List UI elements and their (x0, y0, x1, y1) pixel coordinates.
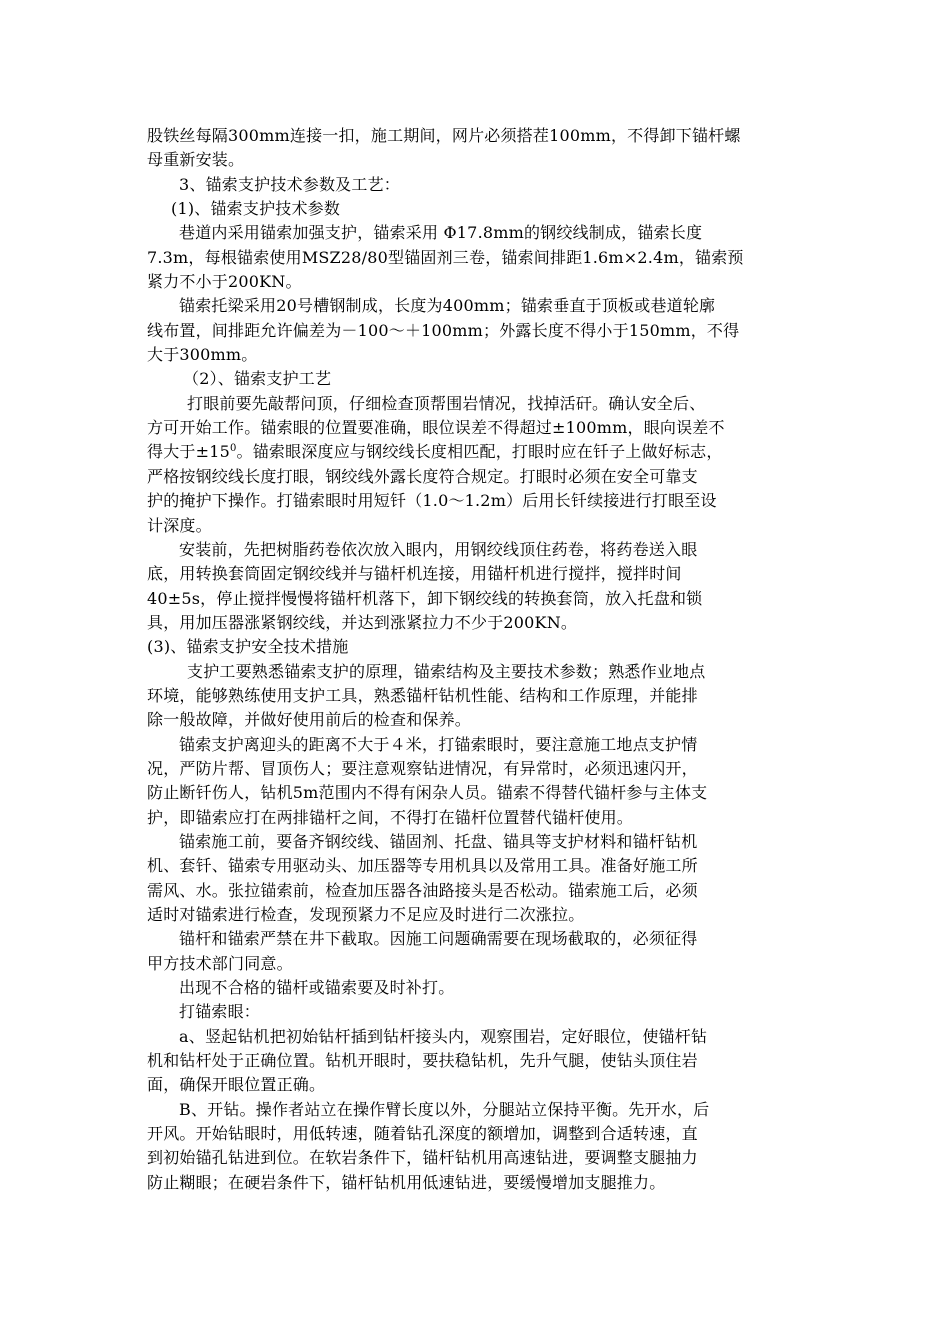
paragraph-line: 锚索施工前，要备齐钢绞线、锚固剂、托盘、锚具等支护材料和锚杆钻机 (179, 831, 698, 851)
paragraph-line: 40±5s，停止搅拌慢慢将锚杆机落下，卸下钢绞线的转换套筒，放入托盘和锁 (147, 588, 703, 608)
paragraph-line: a、竖起钻机把初始钻杆插到钻杆接头内，观察围岩，定好眼位，使锚杆钻 (179, 1026, 708, 1046)
paragraph-line: 机和钻杆处于正确位置。钻机开眼时，要扶稳钻机，先升气腿，使钻头顶住岩 (147, 1051, 698, 1071)
paragraph-line: 锚索支护离迎头的距离不大于４米，打锚索眼时，要注意施工地点支护情 (179, 734, 698, 754)
degree-superscript: 0 (229, 443, 237, 455)
section-heading: 3、锚索支护技术参数及工艺： (179, 174, 400, 194)
paragraph-line: 巷道内采用锚索加强支护，锚索采用 Φ17.8mm的钢绞线制成，锚索长度 (179, 223, 703, 243)
subsection-heading: (1)、锚索支护技术参数 (171, 199, 341, 219)
paragraph-line: 除一般故障，并做好使用前后的检查和保养。 (147, 710, 472, 730)
paragraph-line (147, 440, 827, 464)
paragraph-line: 7.3m，每根锚索使用MSZ28/80型锚固剂三卷，锚索间排距1.6m×2.4m，锚索预 (147, 247, 744, 267)
paragraph-line: 面，确保开眼位置正确。 (147, 1075, 326, 1095)
paragraph-line: 到初始锚孔钻进到位。在软岩条件下，锚杆钻机用高速钻进，要调整支腿抽力 (147, 1148, 698, 1168)
paragraph-line: 支护工要熟悉锚索支护的原理，锚索结构及主要技术参数；熟悉作业地点 (187, 661, 706, 681)
paragraph-line: 防止糊眼；在硬岩条件下，锚杆钻机用低速钻进，要缓慢增加支腿推力。 (147, 1172, 666, 1192)
paragraph-line: 护，即锚索应打在两排锚杆之间，不得打在锚杆位置替代锚杆使用。 (147, 807, 634, 827)
degree-value: 得大于±15 (147, 442, 230, 462)
paragraph-line: 开风。开始钻眼时，用低转速，随着钻孔深度的额增加，调整到合适转速，直 (147, 1124, 698, 1144)
paragraph-line: 严格按钢绞线长度打眼，钢绞线外露长度符合规定。打眼时必须在安全可靠支 (147, 466, 698, 486)
paragraph-line: 甲方技术部门同意。 (147, 953, 293, 973)
paragraph-line: B、开钻。操作者站立在操作臂长度以外，分腿站立保持平衡。先开水，后 (179, 1099, 710, 1119)
paragraph-line: 况，严防片帮、冒顶伤人；要注意观察钻进情况，有异常时，必须迅速闪开， (147, 758, 698, 778)
paragraph-line: 线布置，间排距允许偏差为－100～＋100mm；外露长度不得小于150mm，不得 (147, 320, 740, 340)
paragraph-line: 适时对锚索进行检查，发现预紧力不足应及时进行二次涨拉。 (147, 905, 585, 924)
paragraph-line: 母重新安装。 (147, 150, 245, 170)
line-continuation: 。锚索眼深度应与钢绞线长度相匹配，打眼时应在钎子上做好标志， (236, 442, 723, 462)
paragraph-line: 出现不合格的锚杆或锚索要及时补打。 (179, 978, 455, 998)
paragraph-line: 股铁丝每隔300mm连接一扣，施工期间，网片必须搭茬100mm，不得卸下锚杆螺 (147, 126, 741, 145)
paragraph-line: 方可开始工作。锚索眼的位置要准确，眼位误差不得超过±100mm，眼向误差不 (147, 418, 725, 438)
paragraph-line: 计深度。 (147, 515, 212, 535)
paragraph-line: 护的掩护下操作。打锚索眼时用短钎（1.0～1.2m）后用长钎续接进行打眼至设 (147, 491, 717, 511)
document-page (147, 124, 827, 1195)
paragraph-line: 机、套钎、锚索专用驱动头、加压器等专用机具以及常用工具。准备好施工所 (147, 856, 698, 876)
subsection-heading: 打锚索眼： (179, 1002, 261, 1022)
paragraph-line: 具，用加压器涨紧钢绞线，并达到涨紧拉力不少于200KN。 (147, 612, 578, 632)
paragraph-line: 环境，能够熟练使用支护工具，熟悉锚杆钻机性能、结构和工作原理，并能排 (147, 685, 698, 705)
paragraph-line: 锚索托梁采用20号槽钢制成，长度为400mm；锚索垂直于顶板或巷道轮廓 (179, 296, 716, 316)
subsection-heading: (3)、锚索支护安全技术措施 (147, 637, 349, 657)
paragraph-line: 锚杆和锚索严禁在井下截取。因施工问题确需要在现场截取的，必须征得 (179, 929, 698, 949)
subsection-heading: （2）、锚索支护工艺 (183, 369, 332, 389)
paragraph-line: 大于300mm。 (147, 345, 258, 365)
paragraph-line: 紧力不小于200KN。 (147, 272, 302, 292)
paragraph-line: 底，用转换套筒固定钢绞线并与锚杆机连接，用锚杆机进行搅拌，搅拌时间 (147, 564, 682, 584)
paragraph-line: 打眼前要先敲帮问顶，仔细检查顶帮围岩情况，找掉活矸。确认安全后、 (187, 393, 706, 413)
paragraph-line: 安装前，先把树脂药卷依次放入眼内，用钢绞线顶住药卷，将药卷送入眼 (179, 539, 698, 559)
paragraph-line: 防止断钎伤人，钻机5m范围内不得有闲杂人员。锚索不得替代锚杆参与主体支 (147, 783, 708, 803)
paragraph-line: 需风、水。张拉锚索前，检查加压器各油路接头是否松动。锚索施工后，必须 (147, 880, 698, 900)
